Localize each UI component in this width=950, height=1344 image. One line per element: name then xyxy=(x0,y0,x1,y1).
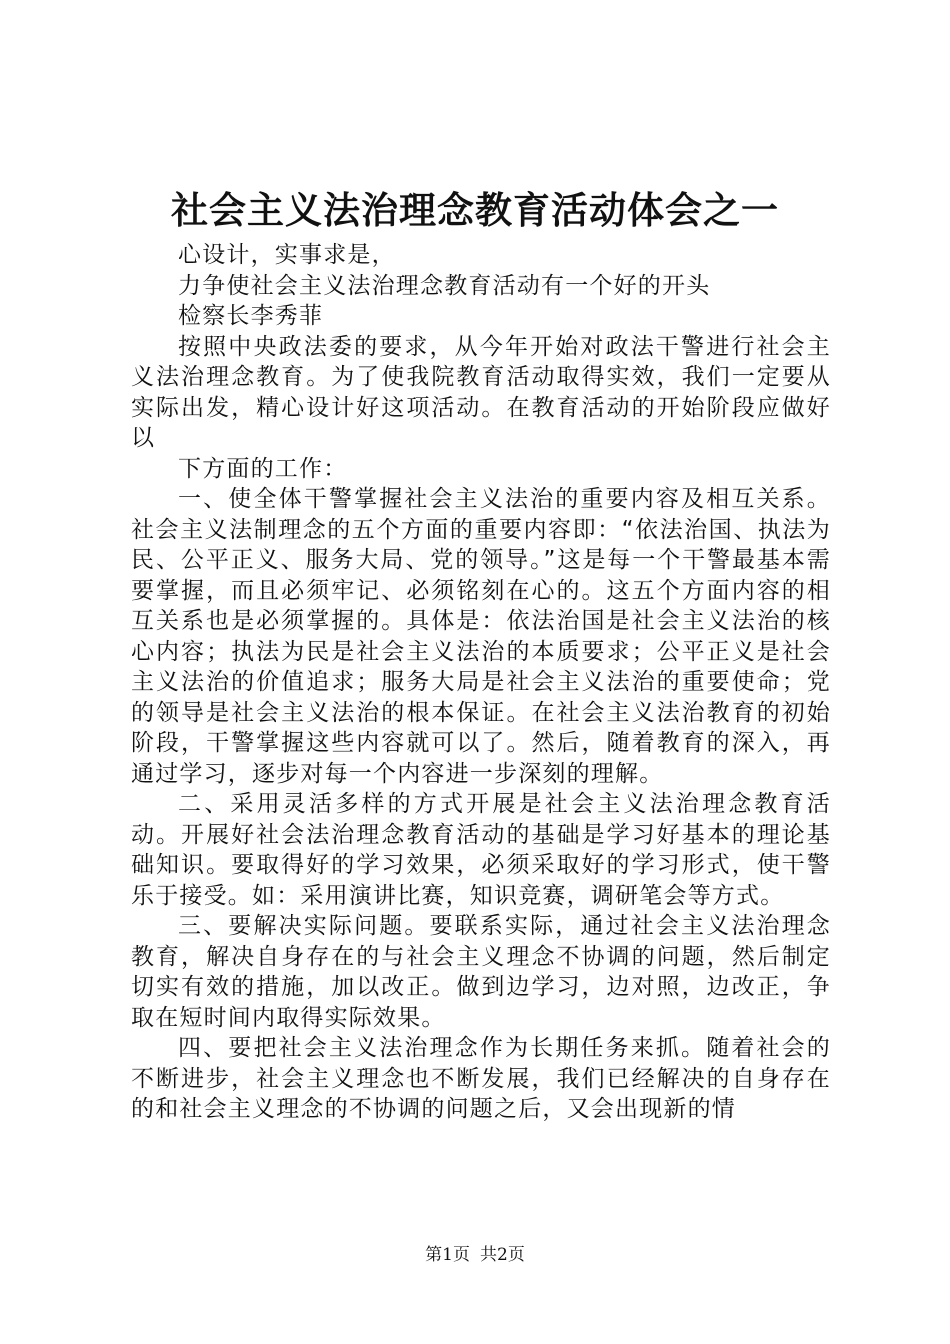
page-footer xyxy=(0,1243,950,1267)
header-line: 心设计，实事求是， xyxy=(178,242,396,268)
paragraph: 下方面的工作： xyxy=(178,455,348,482)
paragraph: 四、要把社会主义法治理念作为长期任务来抓。随着社会的不断进步，社会主义理念也不断发展，我们已经解决的自身存在的和社会主义理念的不协调的问题之后，又会出现新的情 xyxy=(131,1035,831,1122)
paragraph: 三、要解决实际问题。要联系实际，通过社会主义法治理念教育，解决自身存在的与社会主义理念不协调的问题，然后制定切实有效的措施，加以改正。做到边学习，边对照，边改正，争取在短时间内取得实际效果。 xyxy=(131,913,831,1031)
paragraph: 二、采用灵活多样的方式开展是社会主义法治理念教育活动。开展好社会法治理念教育活动的基础是学习好基本的理论基础知识。要取得好的学习效果，必须采取好的学习形式，使干警乐于接受。如：采用演讲比赛，知识竞赛，调研笔会等方式。 xyxy=(131,791,831,909)
paragraph: 一、使全体干警掌握社会主义法治的重要内容及相互关系。社会主义法制理念的五个方面的重要内容即：“依法治国、执法为民、公平正义、服务大局、党的领导。”这是每一个干警最基本需要掌握，而且必须牢记、必须铭刻在心的。这五个方面内容的相互关系也是必须掌握的。具体是：依法治国是社会主义法治的核心内容；执法为民是社会主义法治的本质要求；公平正义是社会主义法治的价值追求；服务大局是社会主义法治的重要使命；党的领导是社会主义法治的根本保证。在社会主义法治教育的初始阶段，干警掌握这些内容就可以了。然后，随着教育的深入，再通过学习，逐步对每一个内容进一步深刻的理解。 xyxy=(131,486,831,787)
author-line: 检察长李秀菲 xyxy=(178,303,324,329)
document-body xyxy=(131,240,831,1125)
header-line: 力争使社会主义法治理念教育活动有一个好的开头 xyxy=(178,272,711,299)
paragraph: 按照中央政法委的要求，从今年开始对政法干警进行社会主义法治理念教育。为了使我院教育活动取得实效，我们一定要从实际出发，精心设计好这项活动。在教育活动的开始阶段应做好以 xyxy=(131,333,831,451)
document-title: 社会主义法治理念教育活动体会之一 xyxy=(171,188,779,232)
page-total: 共2页 xyxy=(480,1245,525,1265)
page-number: 第1页 xyxy=(425,1245,470,1265)
